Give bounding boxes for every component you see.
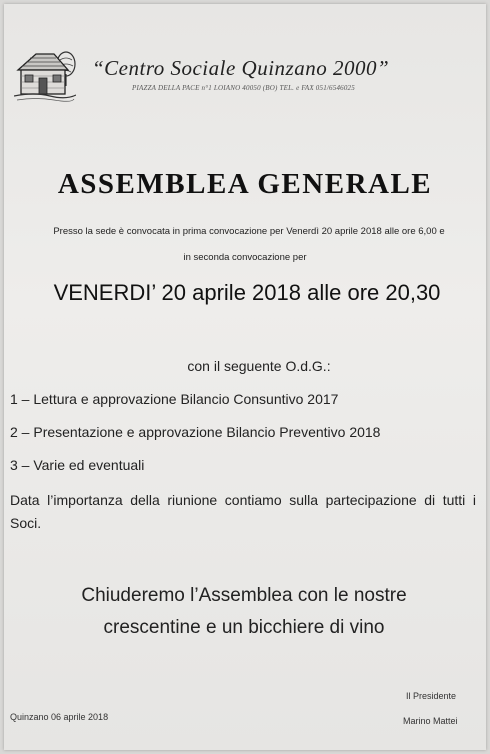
signatory-name: Marino Mattei — [403, 716, 458, 726]
closing-line: crescentine e un bicchiere di vino — [103, 617, 385, 638]
meeting-date: VENERDI’ 20 aprile 2018 alle ore 20,30 — [53, 280, 441, 305]
signatory-role: Il Presidente — [406, 691, 457, 701]
organization-address: PIAZZA DELLA PACE n°1 LOIANO 40050 (BO) TEL. e FAX 051/6546025 — [132, 84, 355, 92]
agenda-item: 1 – Lettura e approvazione Bilancio Consuntivo 2017 — [10, 391, 339, 407]
country-house-icon — [14, 46, 76, 104]
date-place: Quinzano 06 aprile 2018 — [10, 712, 109, 722]
organization-name: “Centro Sociale Quinzano 2000” — [92, 56, 390, 80]
closing-line: Chiuderemo l’Assemblea con le nostre — [81, 585, 407, 606]
agenda-item: 2 – Presentazione e approvazione Bilancio Preventivo 2018 — [10, 424, 381, 440]
agenda-item: 3 – Varie ed eventuali — [10, 457, 145, 473]
closing-message — [4, 580, 484, 644]
notice-sheet — [4, 4, 486, 750]
agenda-intro: con il seguente O.d.G.: — [187, 358, 331, 374]
first-convocation-text: Presso la sede è convocata in prima convocazione per Venerdì 20 aprile 2018 alle ore 6,00 e — [53, 226, 445, 237]
attendance-note: Data l’importanza della riunione contiamo sulla partecipazione di tutti i Soci. — [10, 492, 476, 531]
notice-title: ASSEMBLEA GENERALE — [57, 168, 433, 200]
second-convocation-text: in seconda convocazione per — [183, 252, 307, 263]
